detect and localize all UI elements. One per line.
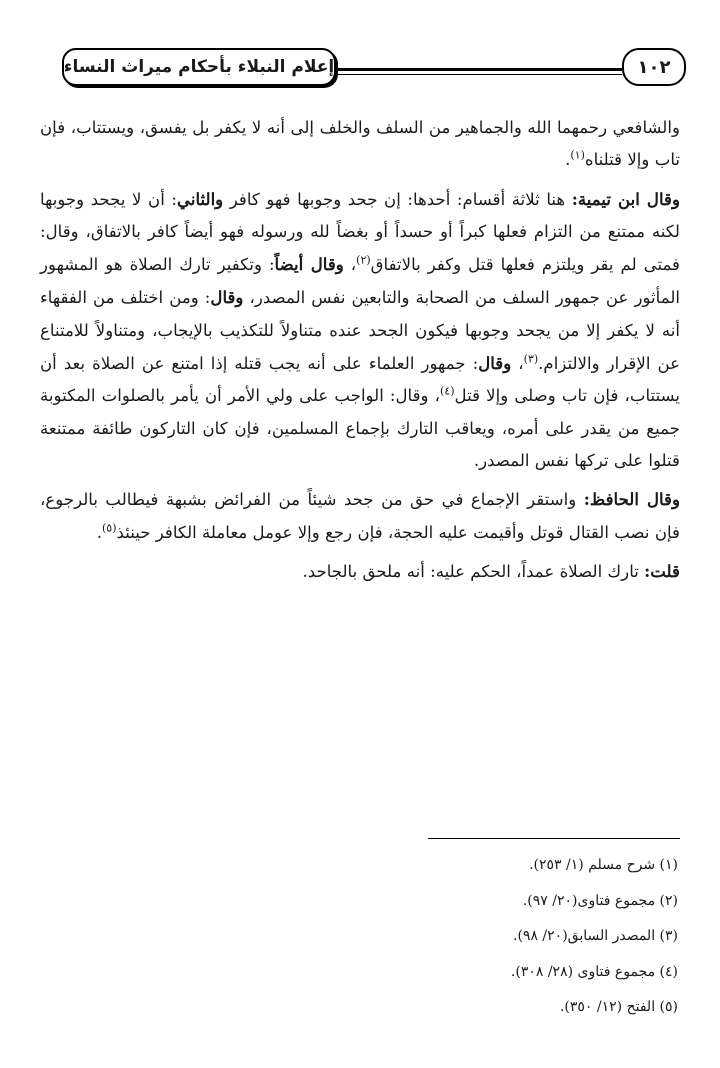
paragraph-4 — [40, 555, 680, 588]
p2-seg-8: ، وقال: الواجب على ولي الأمر أن يأمر بالصلوات المكتوبة جميع من يقدر على أمره، ويعاقب التارك بإجماع المسلمين، فإن كان التاركون طائفة ممتنعة قتلوا على تركها نفس المصدر. — [40, 386, 680, 470]
page-number-frame — [622, 48, 686, 86]
paragraph-4-text: تارك الصلاة عمداً، الحكم عليه: أنه ملحق بالجاحد. — [302, 561, 645, 581]
paragraph-1 — [40, 112, 680, 177]
footnote-separator — [428, 838, 680, 839]
p2-bold-said-2: وقال — [478, 353, 512, 374]
paragraph-2 — [40, 183, 680, 478]
speaker-ibn-taymiyya: وقال ابن تيمية: — [571, 188, 680, 209]
footnote-3: (٣) المصدر السابق(٢٠/ ٩٨). — [513, 928, 678, 945]
paragraph-3 — [40, 483, 680, 549]
p2-seg-1: هنا ثلاثة أقسام: أحدها: إن جحد وجوبها فهو كافر — [223, 189, 572, 209]
p2-seg-3: ، — [343, 255, 357, 275]
footnote-ref-2[interactable]: (٢) — [356, 253, 371, 267]
footnotes — [278, 848, 678, 1026]
footnote-ref-5[interactable]: (٥) — [101, 521, 117, 535]
header-rule — [332, 68, 622, 71]
footnote-4: (٤) مجموع فتاوى (٢٨/ ٣٠٨). — [510, 963, 678, 980]
main-text — [40, 112, 680, 588]
footnote-2: (٢) مجموع فتاوى(٢٠/ ٩٧). — [522, 892, 678, 909]
p2-bold-said-1: وقال — [210, 287, 244, 308]
p2-seg-7: : جمهور العلماء على أنه يجب قتله إذا امتنع عن الصلاة بعد أن يستتاب، فإن تاب وصلى وإلا قتل — [40, 354, 680, 406]
paragraph-3-end: . — [96, 522, 102, 542]
footnote-ref-4[interactable]: (٤) — [440, 384, 455, 398]
p2-seg-6: ، — [511, 354, 524, 374]
paragraph-1-end: . — [565, 150, 571, 170]
p2-seg-4: : وتكفير تارك الصلاة هو المشهور المأثور عن جمهور السلف من الصحابة والتابعين نفس المصدر، — [40, 255, 680, 308]
p2-seg-2: : أن لا يجحد وجوبها لكنه ممتنع من التزام فعلها كبراً أو حسداً أو بغضاً لله ورسوله فهو أيضاً كافر بالاتفاق، وقال: فمتى لم يقر ويلتزم فعلها قتل وكفر بالاتفاق — [40, 189, 680, 275]
speaker-al-hafiz: وقال الحافظ: — [583, 489, 680, 510]
running-title: إعلام النبلاء بأحكام ميراث النساء — [63, 57, 335, 77]
footnote-ref-3[interactable]: (٣) — [523, 352, 539, 366]
footnote-5: (٥) الفتح (١٢/ ٣٥٠). — [559, 999, 678, 1016]
header-title-frame — [62, 48, 336, 86]
p2-bold-second: والثاني — [177, 188, 224, 209]
paragraph-3-text: واستقر الإجماع في حق من جحد شيئاً من الفرائض بشبهة فيطالب بالرجوع، فإن نصب القتال قوتل وأقيمت عليه الحجة، فإن رجع وإلا عومل معاملة الكافر حينئذ — [40, 490, 680, 542]
author-note-label: قلت: — [644, 560, 680, 581]
header-rule-thin — [332, 74, 622, 75]
footnote-ref-1[interactable]: (١) — [570, 148, 585, 162]
paragraph-1-text: والشافعي رحمهما الله والجماهير من السلف والخلف إلى أنه لا يكفر بل يفسق، ويستتاب، فإن تاب وإلا قتلناه — [40, 118, 680, 170]
footnote-1: (١) شرح مسلم (١/ ٢٥٣). — [529, 857, 678, 873]
page-number: ١٠٢ — [637, 56, 671, 78]
p2-seg-5: : ومن اختلف من الفقهاء أنه لا يكفر إلا من يجحد وجوبها فيكون الجحد عنده متناولاً للتكذيب بالإيجاب، ومتناولاً للامتناع عن الإقرار والالتزام. — [40, 288, 680, 374]
p2-bold-also: وقال أيضاً — [274, 254, 344, 275]
